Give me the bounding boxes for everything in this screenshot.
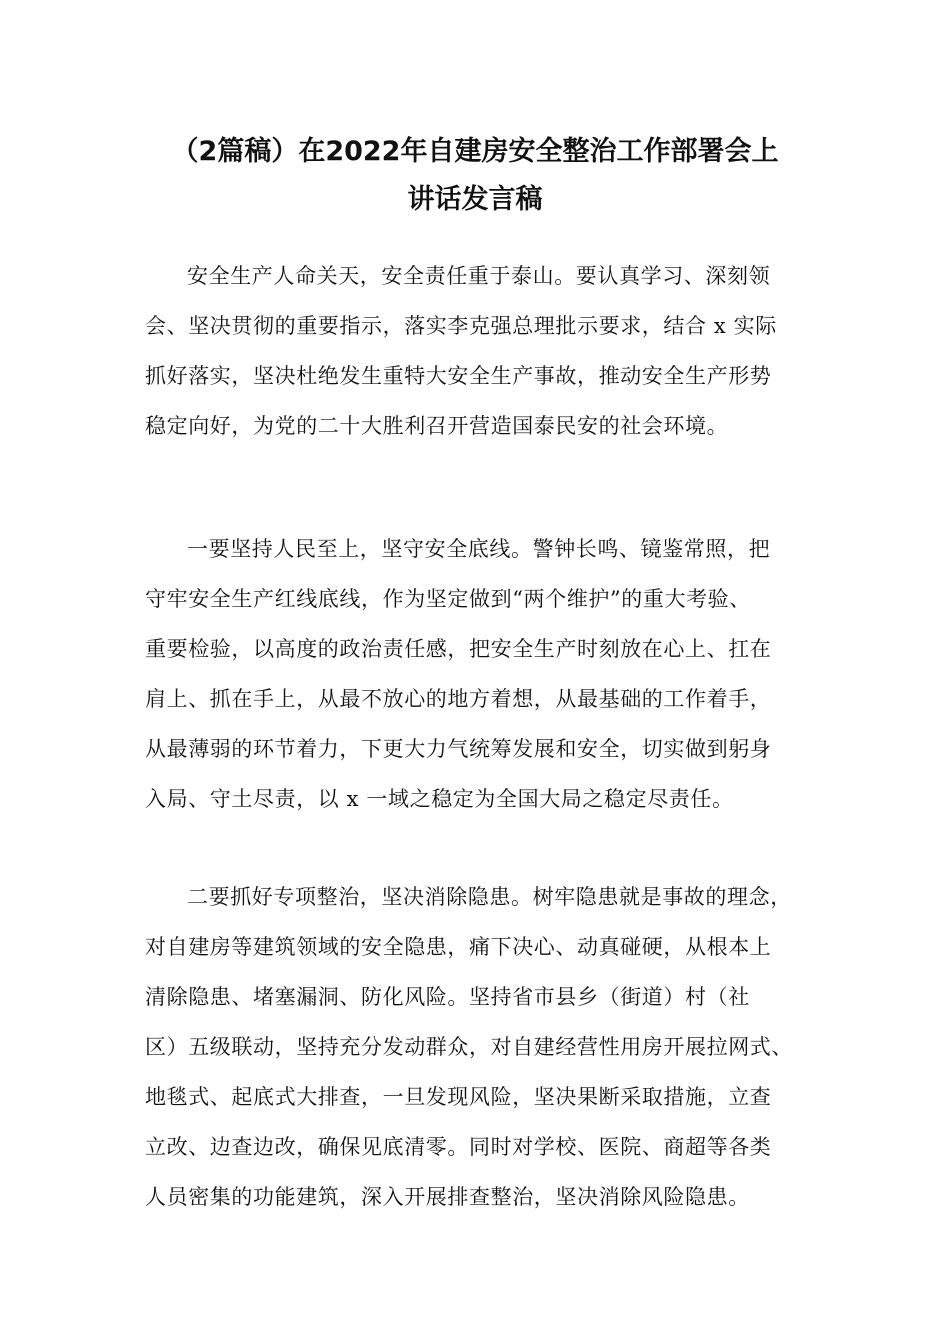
paragraph-line: 一要坚持人民至上，坚守安全底线。警钟长鸣、镜鉴常照，把 [187,537,771,561]
paragraph-line: 抓好落实，坚决杜绝发生重特大安全生产事故，推动安全生产形势 [145,364,772,388]
paragraph-point-one [145,524,810,824]
paragraph-point-two [145,872,810,1222]
paragraph-line: 二要抓好专项整治，坚决消除隐患。树牢隐患就是事故的理念， [187,885,792,909]
paragraph-line: 人员密集的功能建筑，深入开展排查整治，坚决消除风险隐患。 [145,1185,750,1209]
paragraph-line: 清除隐患、堵塞漏洞、防化风险。坚持省市县乡（街道）村（社 [145,985,750,1009]
paragraph-line: 地毯式、起底式大排查，一旦发现风险，坚决果断采取措施，立查 [145,1085,772,1109]
document-title [120,128,830,224]
paragraph-line: 守牢安全生产红线底线，作为坚定做到“两个维护”的重大考验、 [145,587,751,611]
title-line-1: （2篇稿）在2022年自建房安全整治工作部署会上 [171,136,779,167]
paragraph-line: 入局、守土尽责，以 x 一域之稳定为全国大局之稳定尽责任。 [145,787,734,811]
paragraph-line: 肩上、抓在手上，从最不放心的地方着想，从最基础的工作着手， [145,687,772,711]
paragraph-line: 立改、边查边改，确保见底清零。同时对学校、医院、商超等各类 [145,1135,772,1159]
paragraph-line: 会、坚决贯彻的重要指示，落实李克强总理批示要求，结合 x 实际 [145,314,777,338]
paragraph-line: 从最薄弱的环节着力，下更大力气统筹发展和安全，切实做到躬身 [145,737,772,761]
paragraph-line: 区）五级联动，坚持充分发动群众，对自建经营性用房开展拉网式、 [145,1035,793,1059]
paragraph-line: 安全生产人命关天，安全责任重于泰山。要认真学习、深刻领 [187,264,771,288]
paragraph-intro [145,251,810,451]
paragraph-line: 重要检验，以高度的政治责任感，把安全生产时刻放在心上、扛在 [145,637,772,661]
paragraph-line: 对自建房等建筑领域的安全隐患，痛下决心、动真碰硬，从根本上 [145,935,772,959]
paragraph-line: 稳定向好，为党的二十大胜利召开营造国泰民安的社会环境。 [145,414,729,438]
title-line-2: 讲话发言稿 [407,184,543,215]
